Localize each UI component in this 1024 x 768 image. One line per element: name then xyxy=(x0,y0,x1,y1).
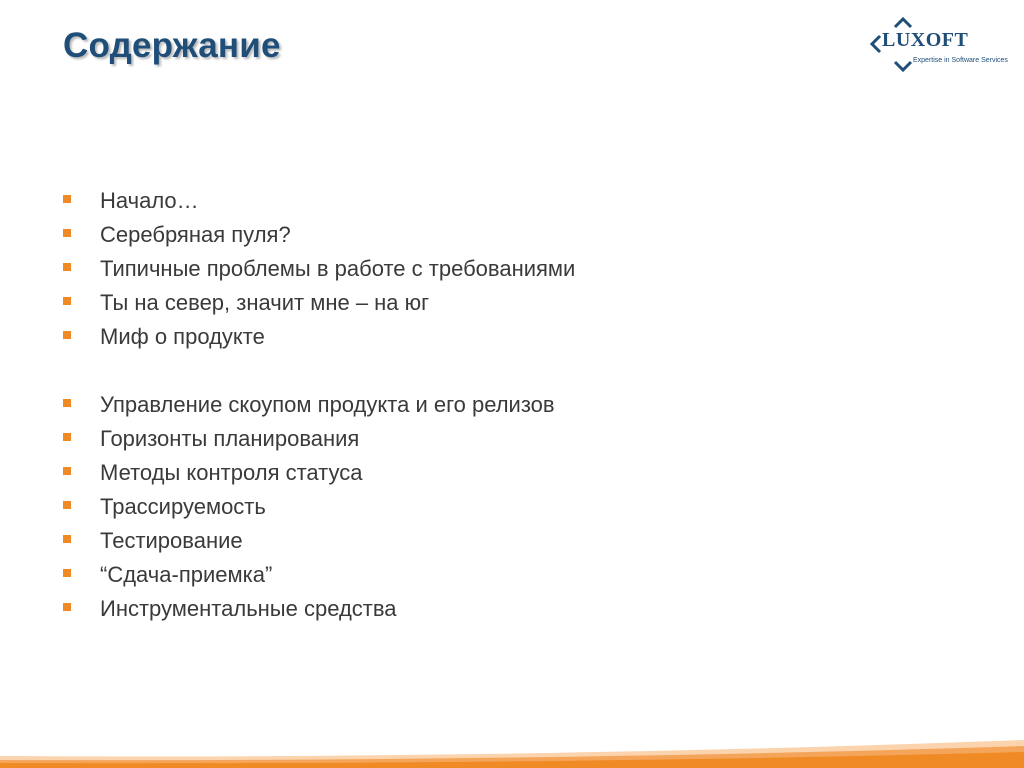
slide-title: Содержание xyxy=(63,26,281,65)
list-item xyxy=(60,458,575,492)
list-item xyxy=(60,322,575,356)
bullet-icon xyxy=(63,535,71,543)
list-item xyxy=(60,186,575,220)
bullet-icon xyxy=(63,331,71,339)
list-item xyxy=(60,220,575,254)
list-item-label: Миф о продукте xyxy=(100,324,265,349)
list-item-label: “Сдача-приемка” xyxy=(100,562,273,587)
list-item-label: Серебряная пуля? xyxy=(100,222,291,247)
list-item xyxy=(60,424,575,458)
contents-list xyxy=(60,186,575,628)
logo-tagline: Expertise in Software Services xyxy=(913,57,1008,64)
list-item-label: Инструментальные средства xyxy=(100,596,397,621)
footer-wave-decoration xyxy=(0,718,1024,768)
bullet-icon xyxy=(63,195,71,203)
bullet-icon xyxy=(63,263,71,271)
list-item-label: Методы контроля статуса xyxy=(100,460,363,485)
bullet-icon xyxy=(63,569,71,577)
list-item-label: Трассируемость xyxy=(100,494,266,519)
list-item xyxy=(60,560,575,594)
bullet-icon xyxy=(63,501,71,509)
bullet-icon xyxy=(63,399,71,407)
list-item xyxy=(60,390,575,424)
list-item-label: Горизонты планирования xyxy=(100,426,360,451)
bullet-icon xyxy=(63,297,71,305)
bullet-icon xyxy=(63,433,71,441)
logo-wordmark: LUXOFT xyxy=(882,29,969,51)
list-item-label: Типичные проблемы в работе с требованиями xyxy=(100,256,576,281)
bullet-icon xyxy=(63,603,71,611)
list-item-label: Ты на север, значит мне – на юг xyxy=(100,290,430,315)
list-item xyxy=(60,288,575,322)
list-item xyxy=(60,526,575,560)
list-item-label: Управление скоупом продукта и его релизов xyxy=(100,392,555,417)
list-item xyxy=(60,254,575,288)
list-item-label: Тестирование xyxy=(100,528,243,553)
bullet-icon xyxy=(63,467,71,475)
list-item-label: Начало… xyxy=(100,188,199,213)
luxoft-logo xyxy=(866,14,1008,74)
bullet-icon xyxy=(63,229,71,237)
list-item xyxy=(60,492,575,526)
list-item xyxy=(60,594,575,628)
